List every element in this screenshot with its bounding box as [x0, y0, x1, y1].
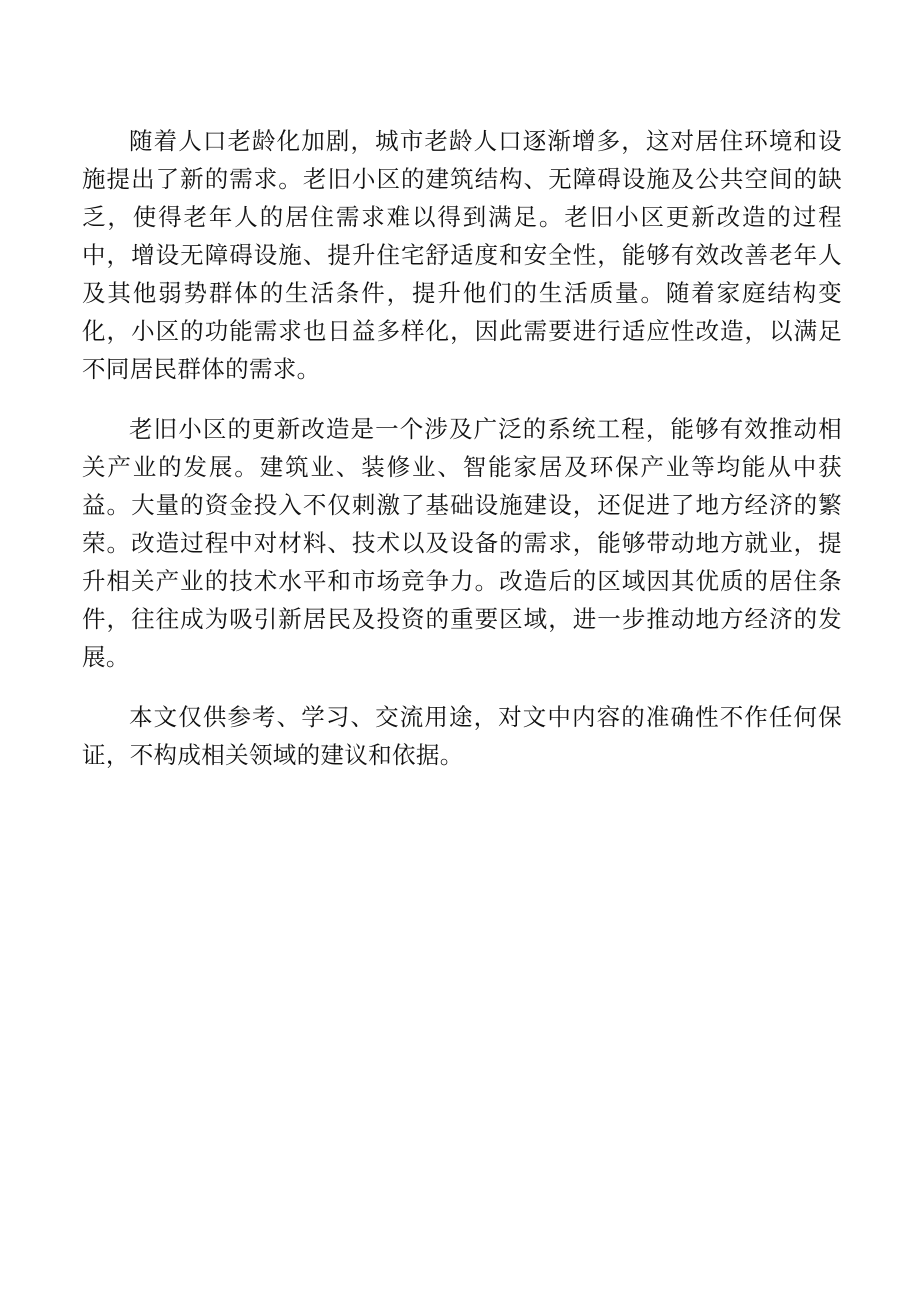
paragraph-aging-population: 随着人口老龄化加剧，城市老龄人口逐渐增多，这对居住环境和设施提出了新的需求。老旧小区的建筑结构、无障碍设施及公共空间的缺乏，使得老年人的居住需求难以得到满足。老旧小区更新改造的过程中，增设无障碍设施、提升住宅舒适度和安全性，能够有效改善老年人及其他弱势群体的生活条件，提升他们的生活质量。随着家庭结构变化，小区的功能需求也日益多样化，因此需要进行适应性改造，以满足不同居民群体的需求。	[82, 127, 842, 383]
document-body	[82, 122, 842, 774]
paragraph-industry-development: 老旧小区的更新改造是一个涉及广泛的系统工程，能够有效推动相关产业的发展。建筑业、装修业、智能家居及环保产业等均能从中获益。大量的资金投入不仅刺激了基础设施建设，还促进了地方经济的繁荣。改造过程中对材料、技术以及设备的需求，能够带动地方就业，提升相关产业的技术水平和市场竞争力。改造后的区域因其优质的居住条件，往往成为吸引新居民及投资的重要区域，进一步推动地方经济的发展。	[82, 415, 842, 671]
paragraph-disclaimer: 本文仅供参考、学习、交流用途，对文中内容的准确性不作任何保证，不构成相关领域的建议和依据。	[82, 703, 842, 769]
